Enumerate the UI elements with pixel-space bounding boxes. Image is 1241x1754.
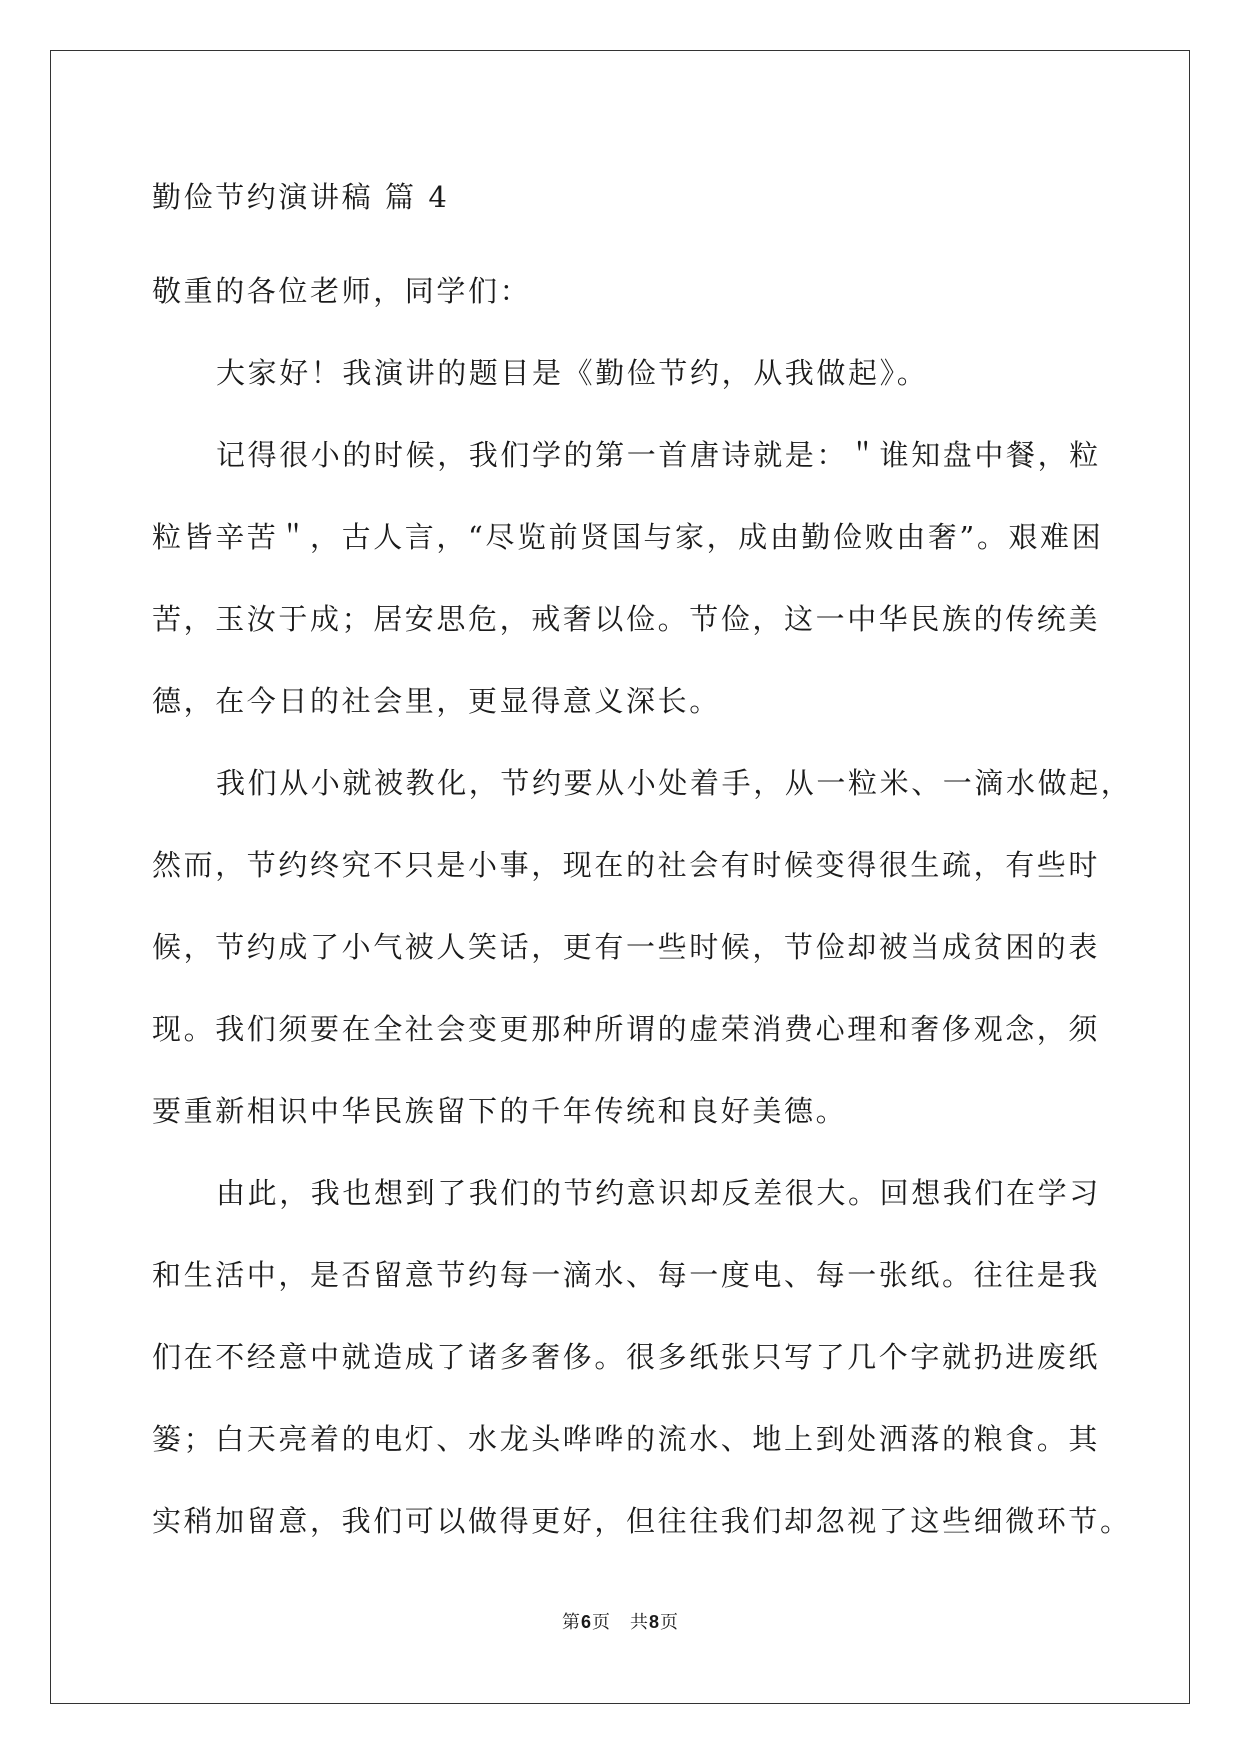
footer-middle: 页 共 [592, 1612, 649, 1633]
paragraph-2 [152, 414, 1104, 742]
paragraph-line: 篓；白天亮着的电灯、水龙头哗哗的流水、地上到处洒落的粮食。其 [152, 1422, 1101, 1456]
paragraph-line: 们在不经意中就造成了诸多奢侈。很多纸张只写了几个字就扔进废纸 [152, 1340, 1101, 1374]
document-heading: 勤俭节约演讲稿 篇 4 [152, 180, 450, 214]
paragraph-line: 苦，玉汝于成；居安思危，戒奢以俭。节俭，这一中华民族的传统美 [152, 602, 1101, 636]
paragraph-line: 然而，节约终究不只是小事，现在的社会有时候变得很生疏，有些时 [152, 848, 1101, 882]
page-footer [0, 1608, 1241, 1634]
paragraph-line: 我们从小就被教化，节约要从小处着手，从一粒米、一滴水做起， [216, 766, 1133, 800]
total-page-number: 8 [649, 1612, 661, 1632]
greeting-line: 敬重的各位老师，同学们： [152, 274, 532, 308]
footer-prefix: 第 [561, 1612, 581, 1633]
paragraph-line: 候，节约成了小气被人笑话，更有一些时候，节俭却被当成贫困的表 [152, 930, 1101, 964]
paragraph-line: 和生活中，是否留意节约每一滴水、每一度电、每一张纸。往往是我 [152, 1258, 1101, 1292]
current-page-number: 6 [580, 1612, 592, 1632]
paragraph-line: 由此，我也想到了我们的节约意识却反差很大。回想我们在学习 [216, 1176, 1101, 1210]
paragraph-line: 大家好！我演讲的题目是《勤俭节约，从我做起》。 [216, 356, 929, 390]
paragraph-line: 实稍加留意，我们可以做得更好，但往往我们却忽视了这些细微环节。 [152, 1504, 1132, 1538]
paragraph-4 [152, 1152, 1132, 1562]
paragraph-line: 要重新相识中华民族留下的千年传统和良好美德。 [152, 1094, 848, 1128]
paragraph-line: 记得很小的时候，我们学的第一首唐诗就是：＂谁知盘中餐，粒 [216, 438, 1101, 472]
document-body [152, 168, 1133, 1562]
paragraph-3 [152, 742, 1133, 1152]
footer-suffix: 页 [660, 1612, 680, 1633]
paragraph-line: 现。我们须要在全社会变更那种所谓的虚荣消费心理和奢侈观念，须 [152, 1012, 1101, 1046]
paragraph-1 [152, 332, 1092, 414]
paragraph-line: 粒皆辛苦＂，古人言，“尽览前贤国与家，成由勤俭败由奢”。艰难困 [152, 520, 1104, 554]
paragraph-line: 德，在今日的社会里，更显得意义深长。 [152, 684, 721, 718]
